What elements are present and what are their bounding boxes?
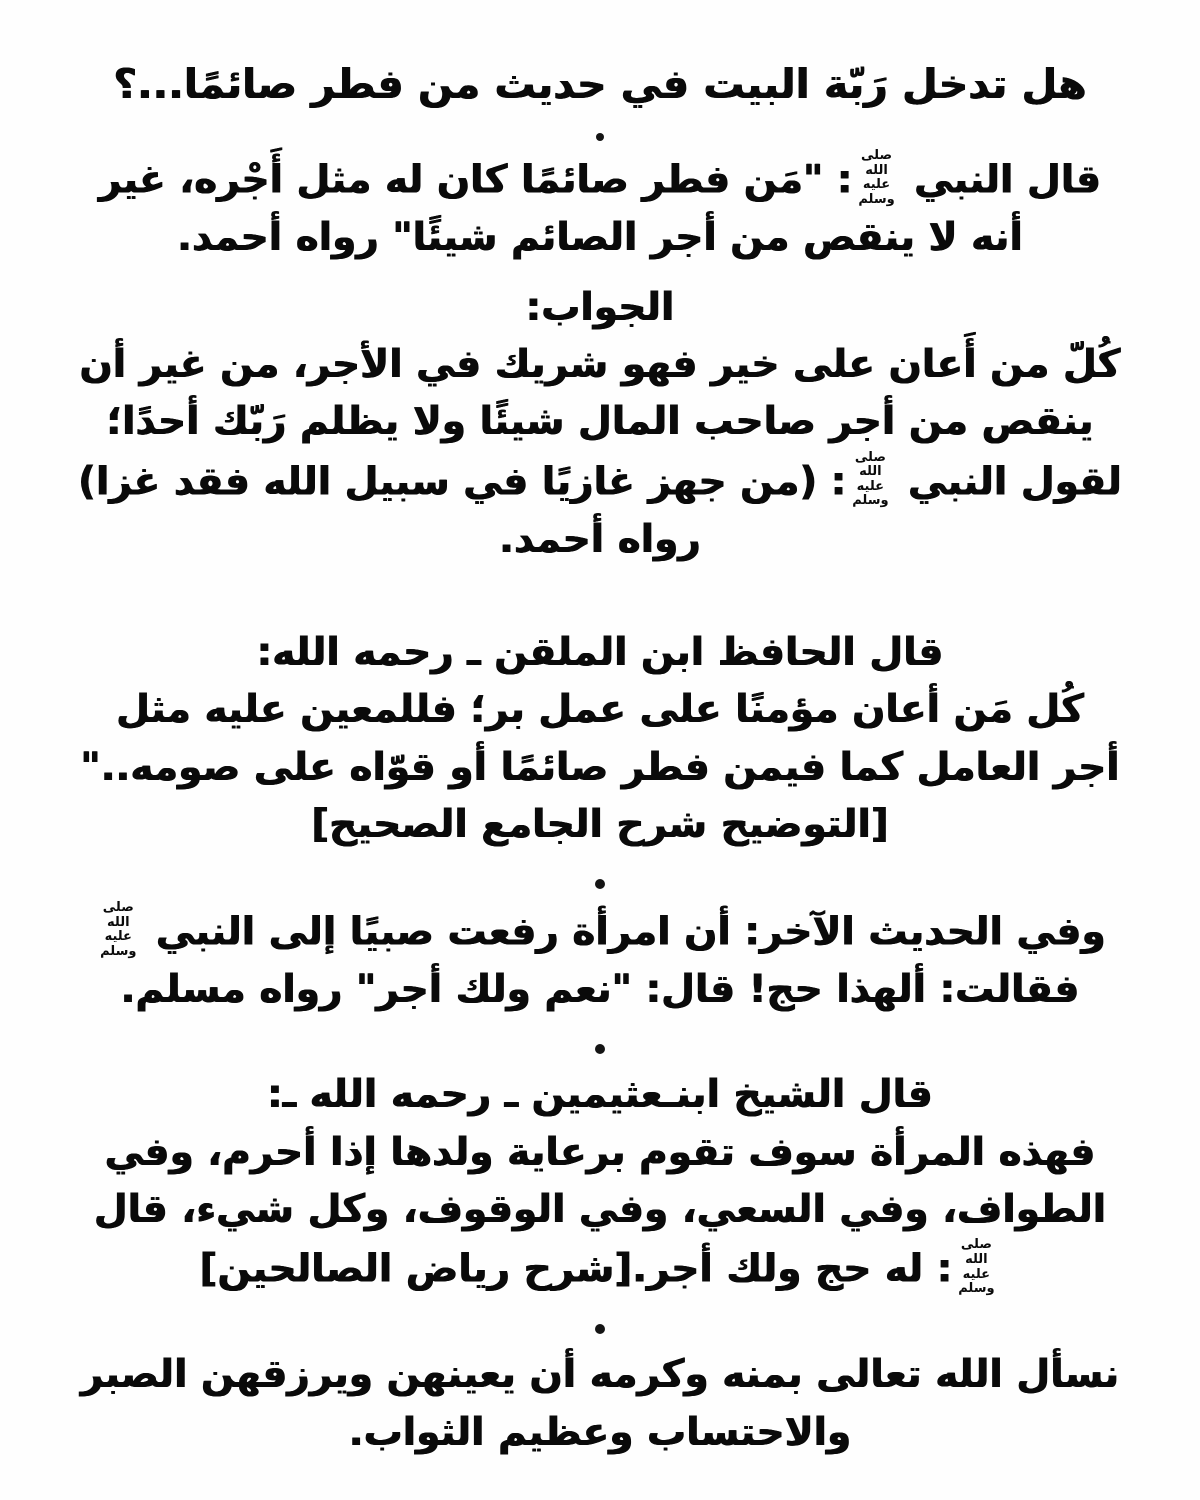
sallallahu-alayhi-wasallam-icon: صلى الله عليه وسلم <box>858 148 895 207</box>
separator-dot-icon <box>595 1324 605 1334</box>
hadith-woman-child-hajj <box>78 901 1122 1018</box>
answer-body-text: كُلّ من أَعان على خير فهو شريك في الأجر، من غير أن ينقص من أجر صاحب المال شيئًا ولا يظلم رَبّك أحدًا؛ لقول النبي <box>79 341 1122 505</box>
closing-dua <box>78 1346 1122 1461</box>
hadith-feeding-fasting-person-text: : "مَن فطر صائمًا كان له مثل أَجْره، غير أنه لا ينقص من أجر الصائم شيئًا" رواه أحمد. <box>99 157 1023 261</box>
sallallahu-alayhi-wasallam-icon: صلى الله عليه وسلم <box>958 1237 995 1297</box>
sallallahu-alayhi-wasallam-icon: صلى الله عليه وسلم <box>852 449 889 509</box>
question-title-text: هل تدخل رَبّة البيت في حديث من فطر صائمًا...؟ <box>113 60 1087 108</box>
ibn-almulaqqin-heading-text: قال الحافظ ابن الملقن ـ رحمه الله: <box>256 629 944 675</box>
hadith-woman-child-hajj-text: فقالت: ألهذا حج! قال: "نعم ولك أجر" رواه مسلم. <box>120 967 1080 1013</box>
separator-dot-icon <box>595 879 605 889</box>
answer-heading <box>78 279 1122 336</box>
closing-dua-text: نسأل الله تعالى بمنه وكرمه أن يعينهن ويرزقهن الصبر والاحتساب وعظيم الثواب. <box>80 1352 1120 1455</box>
document-body <box>78 0 1122 1461</box>
hadith-woman-child-hajj-text: وفي الحديث الآخر: أن امرأة رفعت صبيًا إلى النبي <box>142 909 1106 955</box>
ibn-uthaymeen-quote-text: : له حج ولك أجر.[شرح رياض الصالحين] <box>199 1247 953 1293</box>
ibn-almulaqqin-heading <box>78 624 1122 681</box>
sallallahu-alayhi-wasallam-icon: صلى الله عليه وسلم <box>100 900 137 959</box>
ibn-uthaymeen-heading-text: قال الشيخ ابنـعثيمين ـ رحمه الله ـ: <box>267 1072 933 1118</box>
answer-body-text: : (من جهز غازيًا في سبيل الله فقد غزا) رواه أحمد. <box>78 459 847 562</box>
ibn-almulaqqin-quote <box>78 681 1122 853</box>
ibn-uthaymeen-heading <box>78 1066 1122 1123</box>
question-title <box>78 58 1122 111</box>
answer-body <box>78 336 1122 568</box>
hadith-feeding-fasting-person <box>78 149 1122 266</box>
ibn-uthaymeen-quote <box>78 1124 1122 1299</box>
answer-heading-text: الجواب: <box>525 284 675 330</box>
ibn-almulaqqin-quote-text: كُل مَن أعان مؤمنًا على عمل بر؛ فللمعين عليه مثل أجر العامل كما فيمن فطر صائمًا أو قوّاه على صومه.."[التوضيح شرح الجامع الصحيح] <box>80 687 1120 847</box>
ibn-uthaymeen-quote-text: فهذه المرأة سوف تقوم برعاية ولدها إذا أحرم، وفي الطواف، وفي السعي، وفي الوقوف، وكل شيء، قال <box>93 1129 1107 1233</box>
separator-dot-icon <box>596 133 604 141</box>
separator-dot-icon <box>595 1044 605 1054</box>
hadith-feeding-fasting-person-text: قال النبي <box>900 157 1101 203</box>
